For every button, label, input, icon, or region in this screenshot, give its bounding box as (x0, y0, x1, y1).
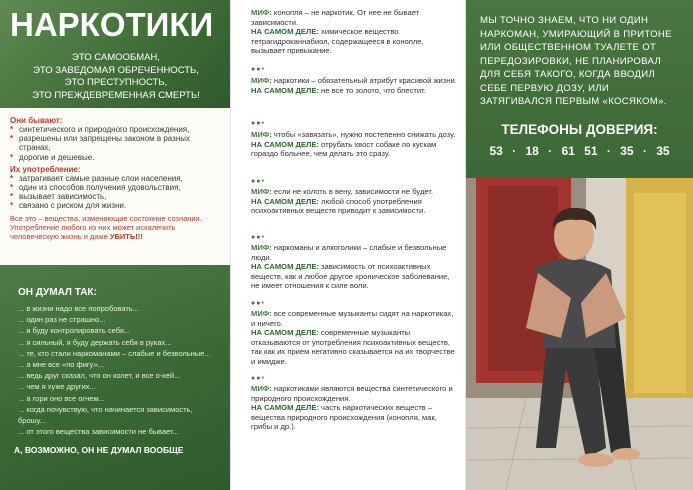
usage-heading: Их употребление: (10, 164, 81, 174)
list-item: ... чем я хуже других... (18, 382, 96, 392)
myth-label: МИФ: (251, 8, 272, 17)
fact-label: НА САМОМ ДЕЛЕ: (251, 328, 319, 338)
list-item: * связано с риском для жизни. (10, 201, 220, 210)
fact-text: химическое вещество тетрагидроканнабиол, содержащееся в конопле, вызывает привыкание. (251, 27, 424, 56)
phone-number: 51 · 35 · 35 (584, 144, 670, 158)
fact-text: не все то золото, что блестит. (321, 85, 426, 95)
myth-label: МИФ: (251, 187, 272, 196)
hotline-section (466, 0, 693, 178)
thoughts-heading: ОН ДУМАЛ ТАК: (18, 287, 97, 298)
subtitle (8, 52, 224, 102)
list-item: ... а гори оно все огнем... (18, 393, 105, 403)
title-banner (0, 0, 230, 108)
warning-strong: УБИТЬ!!! (109, 231, 143, 241)
phone-numbers (466, 144, 693, 158)
info-section (0, 108, 230, 265)
thoughts-list (18, 303, 218, 437)
myth-label: МИФ: (251, 243, 272, 252)
teen-photo (466, 178, 693, 490)
fact-text: современные музыканты отказываются от употребления психоактивных веществ, так как их прием негативно сказывается на их творчестве и имидже. (251, 328, 455, 366)
fact-text: зависимость от психоактивных веществ, как и любое другое хроническое заболевание, не имеет отношения к силе воли. (251, 262, 450, 291)
left-panel (0, 0, 230, 490)
fact-label: НА САМОМ ДЕЛЕ: (251, 139, 319, 149)
myth-item (251, 384, 457, 432)
list-item: ... я сильный, я буду держать себя в руках... (18, 337, 172, 347)
warning-note (10, 214, 220, 241)
list-item: ... я буду контролировать себя... (18, 326, 131, 336)
myth-text: наркотики – обязательный атрибут красивой жизни. (273, 76, 457, 85)
usage-list (10, 174, 220, 211)
fact-label: НА САМОМ ДЕЛЕ: (251, 403, 319, 413)
list-item: * вызывает зависимость, (10, 192, 220, 201)
subtitle-line: ЭТО ПРЕЖДЕВРЕМЕННАЯ СМЕРТЬ! (32, 89, 200, 101)
myth-text: наркоманы и алкоголики – слабые и безвольные люди. (251, 243, 447, 262)
list-item: * синтетического и природного происхождения, (10, 125, 220, 134)
right-panel (466, 0, 693, 490)
fact-label: НА САМОМ ДЕЛЕ: (251, 27, 319, 37)
list-item: ... когда почувствую, что начинается зависимость, брошу... (18, 404, 193, 426)
fact-text: отрубать хвост собаке по кускам гораздо больнее, чем делать это сразу. (251, 139, 437, 159)
thoughts-footer: А, ВОЗМОЖНО, ОН НЕ ДУМАЛ ВООБЩЕ (14, 445, 184, 455)
list-item: ... те, кто стали наркоманами – слабые и безвольные... (18, 348, 211, 358)
list-item: * затрагивает самые разные слои населения, (10, 174, 220, 183)
separator-dots: ●●• (251, 178, 265, 185)
fact-label: НА САМОМ ДЕЛЕ: (251, 262, 319, 272)
list-item: ... а мне все «по фигу»... (18, 360, 104, 370)
fact-label: НА САМОМ ДЕЛЕ: (251, 85, 319, 95)
myth-item (251, 76, 457, 95)
subtitle-line: ЭТО САМООБМАН, (72, 52, 160, 63)
page-title: НАРКОТИКИ (10, 6, 214, 43)
warning-text: Все это – вещества, изменяющие состояние сознания. Употребление любого из них может искалечить человеческую жизнь и даже (10, 213, 202, 241)
myth-item (251, 130, 457, 159)
subtitle-line: ЭТО ЗАВЕДОМАЯ ОБРЕЧЕННОСТЬ, (33, 64, 199, 76)
list-item: ... от этого вещества зависимости не бывает... (18, 427, 179, 437)
myth-label: МИФ: (251, 384, 272, 393)
separator-dots: ●●• (251, 375, 265, 382)
list-item: * разрешены или запрещены законом в разных странах, (10, 134, 220, 152)
thoughts-section (0, 265, 230, 490)
myth-label: МИФ: (251, 130, 272, 139)
myth-text: все современные музыканты сидят на наркотиках, и ничего. (251, 309, 454, 328)
myth-text: если не колоть в вену, зависимости не будет. (273, 187, 434, 196)
myth-text: конопля – не наркотик, От нее не бывает зависимости. (251, 8, 420, 27)
list-item: * один из способов получения удовольствия, (10, 183, 220, 192)
kinds-heading: Они бывают: (10, 116, 63, 125)
list-item: * дорогие и дешевые. (10, 153, 220, 162)
list-item: ... ведь друг сказал, что он колет, и все о-кей... (18, 371, 181, 381)
myth-label: МИФ: (251, 309, 272, 318)
myths-panel (230, 0, 466, 490)
myth-label: МИФ: (251, 76, 272, 85)
fact-label: НА САМОМ ДЕЛЕ: (251, 196, 319, 206)
myth-text: чтобы «завязать», нужно постепенно снижать дозу. (273, 130, 456, 139)
hotline-heading: ТЕЛЕФОНЫ ДОВЕРИЯ: (501, 122, 658, 137)
fact-text: любой способ употребления психоактивных веществ приводит к зависимости. (251, 196, 426, 216)
myth-item (251, 309, 457, 367)
myth-item (251, 187, 457, 216)
phone-number: 53 · 18 · 61 (489, 144, 575, 158)
kinds-list (10, 125, 220, 162)
separator-dots: ●●• (251, 120, 265, 127)
myth-item (251, 8, 457, 56)
separator-dots: ●●• (251, 66, 265, 73)
list-item: ... в жизни надо все попробовать... (18, 304, 139, 313)
myth-text: наркотиками являются вещества синтетического и природного происхождения. (251, 384, 453, 403)
statement-text: МЫ ТОЧНО ЗНАЕМ, ЧТО НИ ОДИН НАРКОМАН, УМИРАЮЩИЙ В ПРИТОНЕ ИЛИ ОБЩЕСТВЕННОМ ТУАЛЕТЕ ОТ ПЕРЕДОЗИРОВКИ, НЕ ПЛАНИРОВАЛ ДЛЯ СЕБЯ ТАКОГО, КОГДА ВВОДИЛ СЕБЕ ПЕРВУЮ ДОЗУ, ИЛИ ЗАТЯГИВАЛСЯ ПЕРВЫМ «КОСЯКОМ». (480, 15, 672, 107)
myth-item (251, 243, 457, 291)
fact-text: часть наркотических веществ – вещества природного происхождения (конопля, мак, грибы и др.). (251, 403, 437, 432)
list-item: ... один раз не страшно... (18, 315, 106, 325)
subtitle-line: ЭТО ПРЕСТУПНОСТЬ, (64, 77, 168, 88)
separator-dots: ●●• (251, 234, 265, 241)
separator-dots: ●●• (251, 300, 265, 307)
